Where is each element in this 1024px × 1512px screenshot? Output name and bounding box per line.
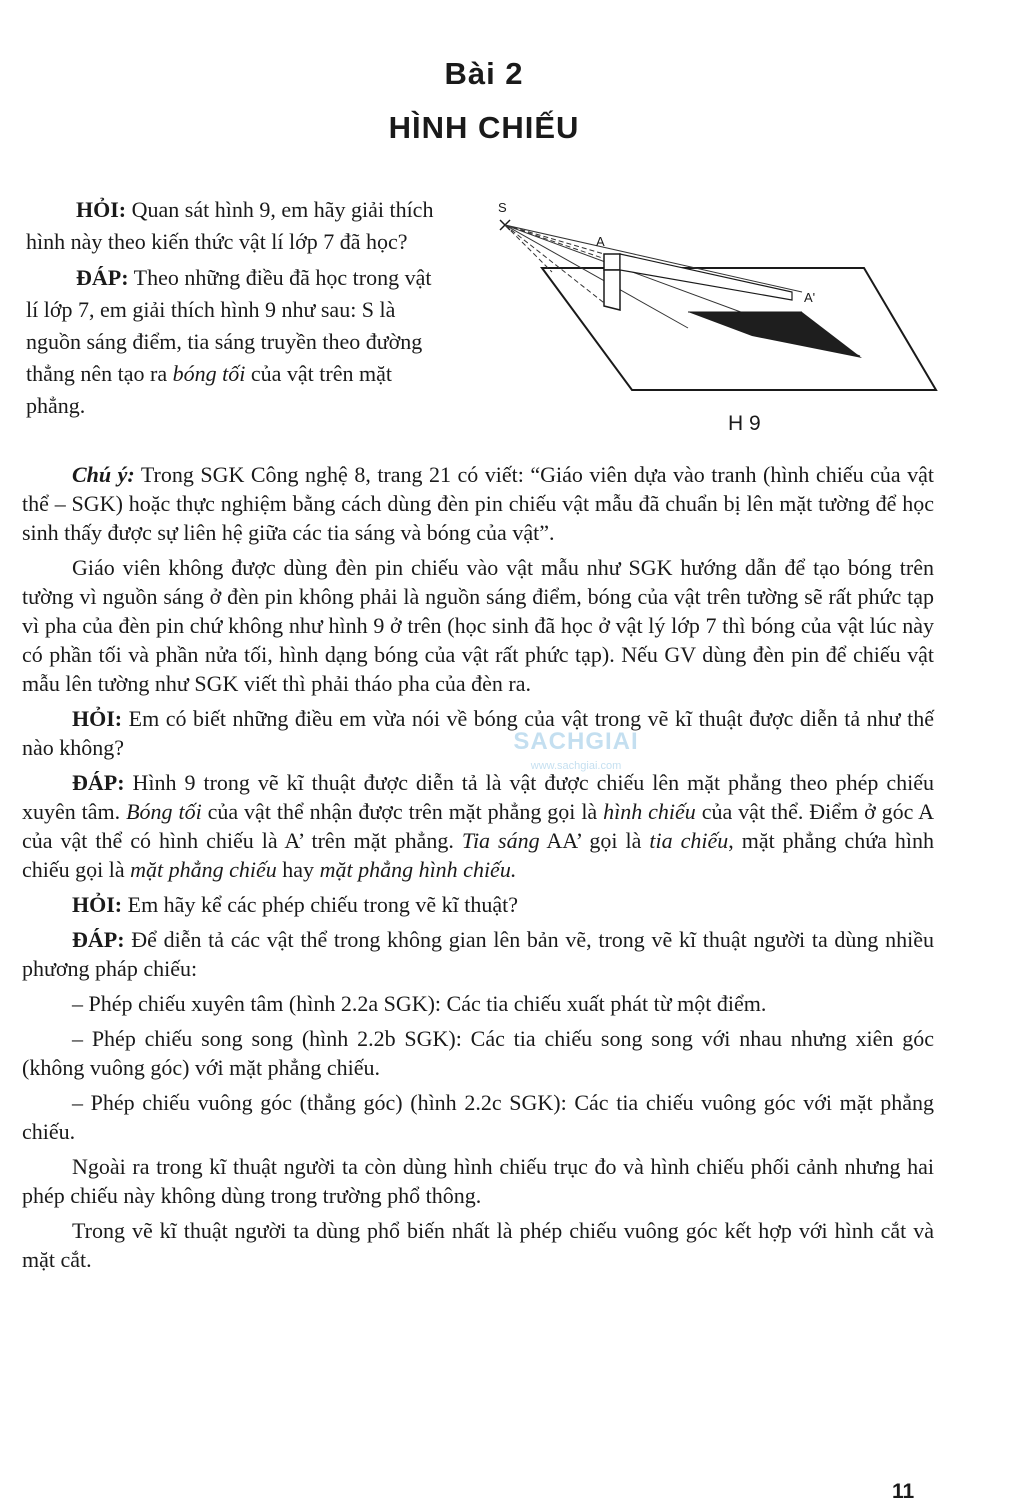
question-label: HỎI: — [72, 706, 123, 731]
lesson-title: HÌNH CHIẾU — [388, 110, 580, 145]
note-paragraph — [22, 460, 934, 547]
figure-label-a-prime: A' — [804, 290, 816, 305]
answer-text: Để diễn tả các vật thể trong không gian lên bản vẽ, trong vẽ kĩ thuật người ta dùng nhiều phương pháp chiếu: — [22, 927, 934, 981]
answer-text: Theo những điều đã học trong vật lí lớp 7, em giải thích hình 9 như sau: S là nguồn sáng điểm, tia sáng truyền theo đường thẳng nên tạo ra — [26, 265, 432, 386]
answer-label: ĐÁP: — [72, 770, 125, 795]
note-label: Chú ý: — [72, 462, 135, 487]
watermark-url: www.sachgiai.com — [530, 760, 622, 772]
page-number: 11 — [892, 1480, 915, 1503]
intro-qa — [26, 194, 444, 426]
answer-label: ĐÁP: — [72, 927, 125, 952]
main-text — [22, 460, 934, 1280]
paragraph-3: Trong vẽ kĩ thuật người ta dùng phổ biến nhất là phép chiếu vuông góc kết hợp với hình cắt và mặt cắt. — [22, 1218, 934, 1272]
list-item: – Phép chiếu song song (hình 2.2b SGK): Các tia chiếu song song với nhau nhưng xiên góc (không vuông góc) với mặt phẳng chiếu. — [22, 1026, 934, 1080]
italic-term: mặt phẳng chiếu — [130, 857, 277, 882]
figure-label-s: S — [498, 200, 507, 215]
italic-term: tia chiếu — [649, 828, 729, 853]
watermark-text: SACHGIAI — [513, 728, 639, 755]
figure-label-a: A — [596, 234, 605, 249]
question-3 — [22, 890, 934, 919]
question-2 — [22, 704, 934, 762]
question-label: HỎI: — [72, 892, 123, 917]
answer-label: ĐÁP: — [76, 265, 129, 290]
answer-text: hay — [276, 857, 320, 882]
lesson-number: Bài 2 — [444, 56, 524, 91]
question-text: Em hãy kể các phép chiếu trong vẽ kĩ thuật? — [122, 892, 518, 917]
list-item: – Phép chiếu xuyên tâm (hình 2.2a SGK): Các tia chiếu xuất phát từ một điểm. — [72, 991, 767, 1016]
figure-h9 — [492, 196, 942, 446]
question-text: Quan sát hình 9, em hãy giải thích hình này theo kiến thức vật lí lớp 7 đã học? — [26, 197, 434, 254]
question-1 — [26, 194, 444, 258]
question-text: Em có biết những điều em vừa nói về bóng của vật trong vẽ kĩ thuật được diễn tả như thế nào không? — [22, 706, 934, 760]
italic-term: Tia sáng — [461, 828, 540, 853]
answer-2 — [22, 768, 934, 884]
figure-caption: H 9 — [728, 412, 761, 435]
list-item: – Phép chiếu vuông góc (thẳng góc) (hình 2.2c SGK): Các tia chiếu vuông góc với mặt phẳng chiếu. — [22, 1090, 934, 1144]
question-label: HỎI: — [76, 197, 127, 222]
italic-term: Bóng tối — [126, 799, 202, 824]
paragraph-2: Ngoài ra trong kĩ thuật người ta còn dùng hình chiếu trục đo và hình chiếu phối cảnh nhưng hai phép chiếu này không dùng trong trường phổ thông. — [22, 1154, 934, 1208]
answer-3 — [22, 925, 934, 983]
answer-text: , mặt phẳng chứa hình chiếu gọi là — [22, 828, 934, 882]
note-text: Trong SGK Công nghệ 8, trang 21 có viết: “Giáo viên dựa vào tranh (hình chiếu của vật thể – SGK) hoặc thực nghiệm bằng cách dùng đèn pin chiếu vật mẫu đã chuẩn bị lên mặt tường để học sinh thấy được sự liên hệ giữa các tia sáng và bóng của vật”. — [22, 462, 934, 545]
answer-text-end: của vật trên mặt phẳng. — [26, 361, 392, 418]
answer-text: của vật thể nhận được trên mặt phẳng gọi là — [201, 799, 604, 824]
answer-1 — [26, 262, 444, 422]
paragraph-1: Giáo viên không được dùng đèn pin chiếu vào vật mẫu như SGK hướng dẫn để tạo bóng trên tường vì nguồn sáng ở đèn pin không phải là nguồn sáng điểm, bóng của vật trên tường sẽ rất phức tạp vì pha của đèn pin chứ không như hình 9 ở trên (học sinh đã học ở vật lý lớp 7 thì bóng của vật lúc này có phần tối và phần nửa tối, hình dạng bóng của vật rất phức tạp). Nếu GV dùng đèn pin để chiếu vật mẫu lên tường như SGK viết thì phải tháo pha của đèn ra. — [22, 555, 934, 696]
answer-italic-term: bóng tối — [172, 361, 246, 386]
italic-term: mặt phẳng hình chiếu. — [319, 857, 517, 882]
answer-text: của vật thể. Điểm ở góc A của vật thể có hình chiếu là A’ trên mặt phẳng. — [22, 799, 934, 853]
answer-text: AA’ gọi là — [539, 828, 650, 853]
answer-text: Hình 9 trong vẽ kĩ thuật được diễn tả là vật được chiếu lên mặt phẳng theo phép chiếu xuyên tâm. — [22, 770, 934, 824]
italic-term: hình chiếu — [603, 799, 696, 824]
projection-illustration — [492, 196, 942, 406]
